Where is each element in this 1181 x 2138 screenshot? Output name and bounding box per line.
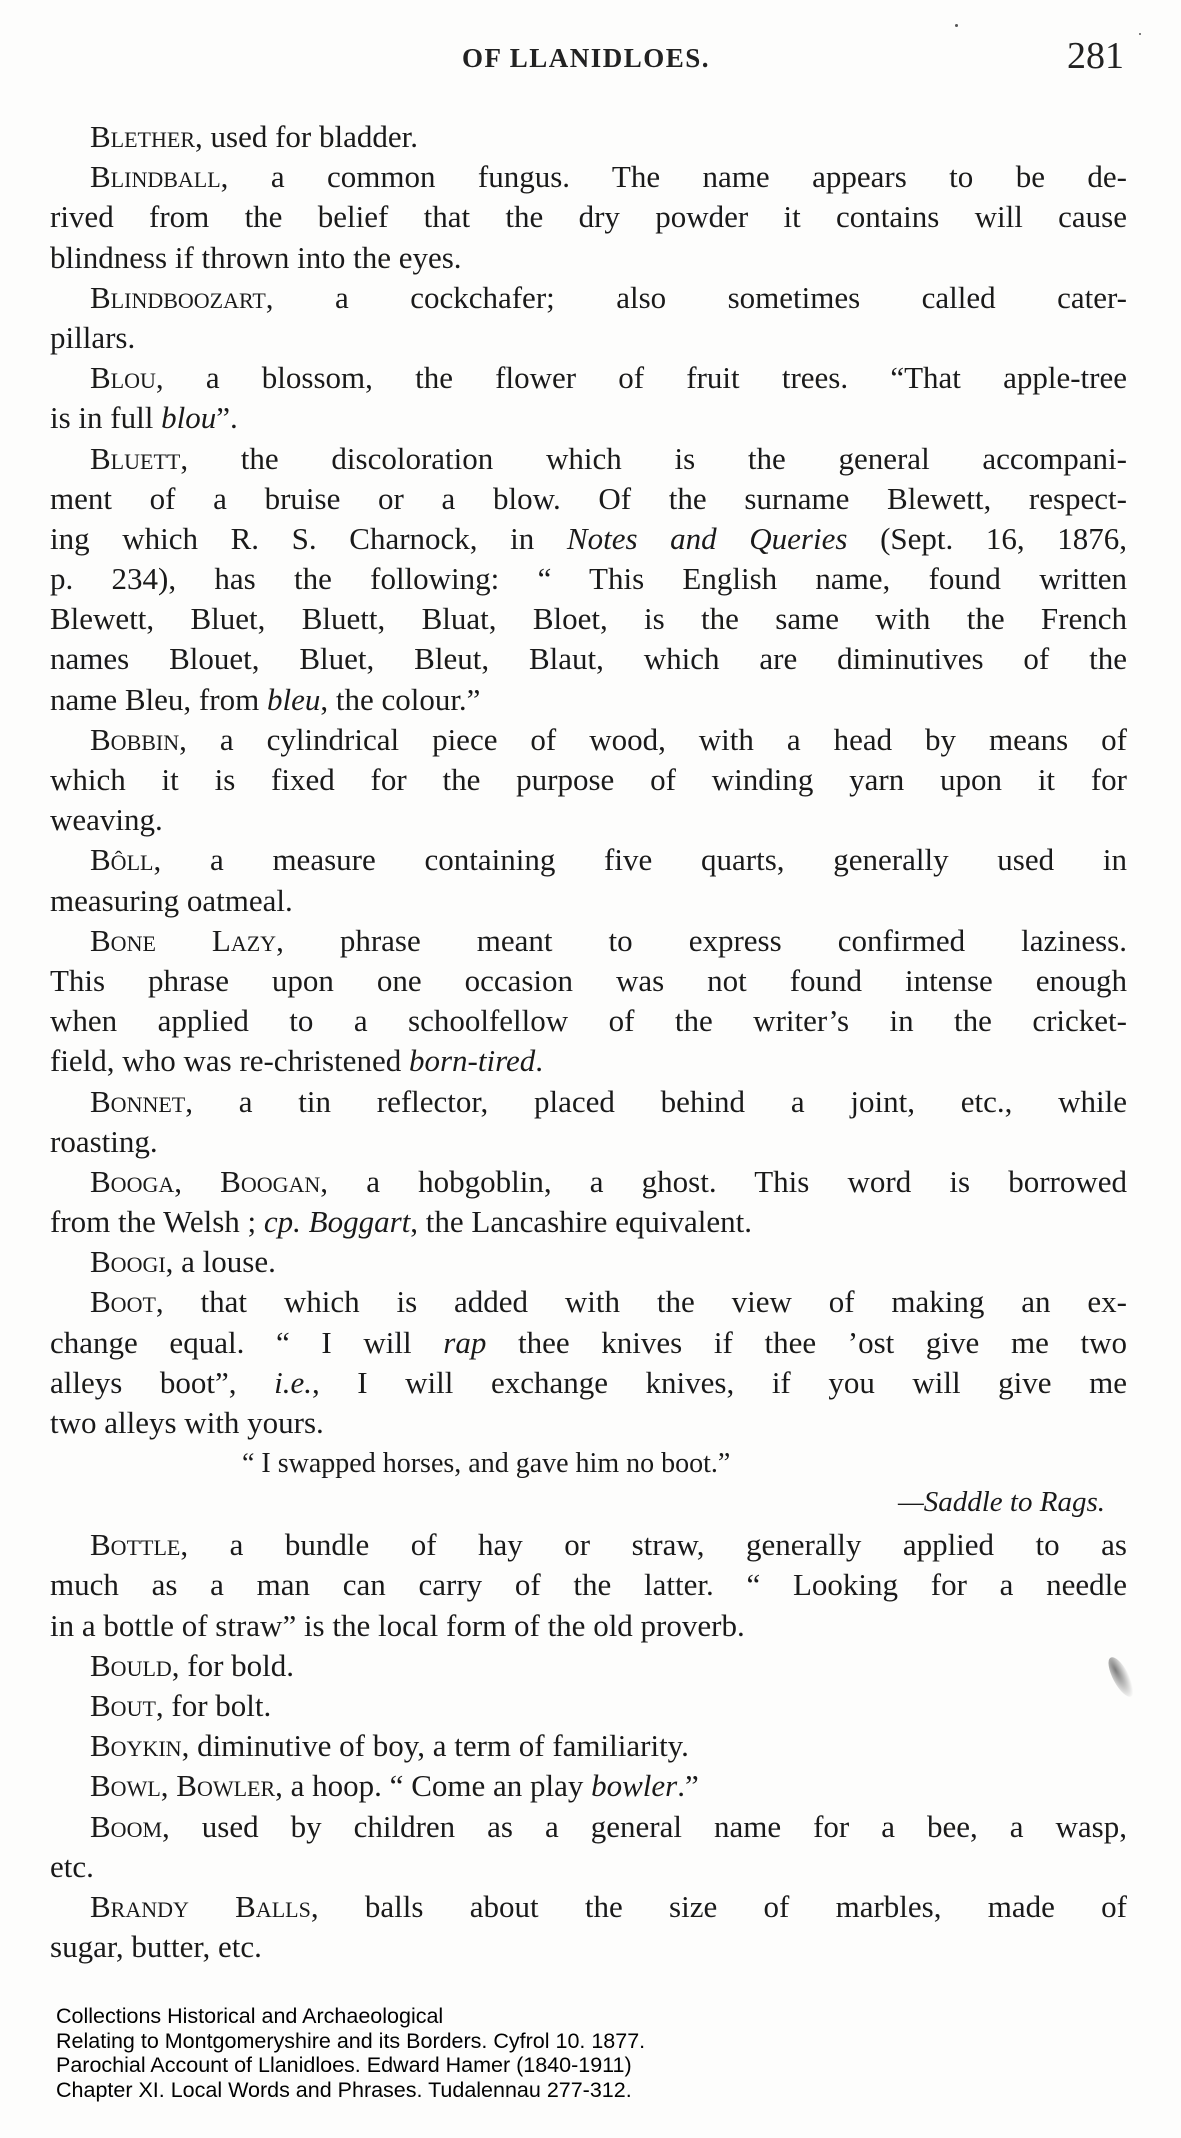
paper-speck bbox=[1139, 33, 1141, 35]
text-segment: , a measure containing five quarts, generally used in bbox=[153, 842, 1127, 878]
headword: Bone Lazy bbox=[90, 922, 277, 958]
text-segment: pillars. bbox=[50, 319, 136, 355]
italic-text: rap bbox=[443, 1324, 487, 1360]
headword: Blether bbox=[90, 119, 195, 154]
text-line bbox=[50, 1565, 1127, 1605]
text-segment: alleys boot”, bbox=[50, 1364, 275, 1400]
text-segment: ing which R. S. Charnock, in bbox=[50, 520, 567, 556]
headword: Boom bbox=[90, 1808, 163, 1844]
text-line bbox=[50, 197, 1127, 237]
text-line bbox=[50, 1242, 1127, 1282]
italic-text: bowler bbox=[591, 1768, 678, 1804]
text-line bbox=[50, 760, 1127, 800]
headword: Bobbin bbox=[90, 721, 180, 757]
text-line bbox=[50, 961, 1127, 1001]
text-segment: , a bundle of hay or straw, generally applied to as bbox=[180, 1527, 1127, 1563]
text-line bbox=[50, 1847, 1127, 1887]
headword: Bout bbox=[90, 1687, 156, 1723]
text-segment: measuring oatmeal. bbox=[50, 882, 293, 918]
citation-line: Relating to Montgomeryshire and its Borders. Cyfrol 10. 1877. bbox=[56, 2028, 646, 2053]
citation-line: Chapter XI. Local Words and Phrases. Tudalennau 277-312. bbox=[56, 2077, 632, 2102]
text-segment: ment of a bruise or a blow. Of the surname Blewett, respect- bbox=[50, 480, 1127, 516]
headword: Blou bbox=[90, 360, 156, 396]
headword: Blindball bbox=[90, 159, 221, 195]
text-line bbox=[50, 1525, 1127, 1565]
text-line bbox=[50, 1041, 1127, 1081]
text-segment: blindness if thrown into the eyes. bbox=[50, 239, 462, 275]
text-segment: weaving. bbox=[50, 802, 163, 838]
text-line bbox=[50, 559, 1127, 599]
text-line bbox=[50, 1323, 1127, 1363]
headword: Booga bbox=[90, 1163, 175, 1199]
text-segment: .” bbox=[677, 1768, 699, 1804]
quotation-attribution bbox=[50, 1483, 1127, 1525]
text-line bbox=[50, 921, 1127, 961]
text-line bbox=[50, 398, 1127, 438]
text-line bbox=[50, 639, 1127, 679]
running-head bbox=[0, 35, 1181, 78]
headword: Boogan bbox=[220, 1163, 321, 1199]
headword: Boogi bbox=[90, 1244, 166, 1280]
text-line bbox=[50, 1363, 1127, 1403]
text-segment: “ I swapped horses, and gave him no boot.” bbox=[242, 1448, 731, 1480]
text-segment: , bbox=[174, 1163, 221, 1199]
headword: Boot bbox=[90, 1284, 156, 1320]
text-line bbox=[50, 881, 1127, 921]
text-segment: name Bleu, from bbox=[50, 681, 267, 717]
text-line bbox=[50, 1646, 1127, 1686]
text-line bbox=[50, 680, 1127, 720]
text-segment: thee knives if thee ’ost give me two bbox=[486, 1324, 1127, 1360]
headword: Bowl bbox=[90, 1768, 161, 1804]
text-segment: , a hobgoblin, a ghost. This word is borrowed bbox=[320, 1163, 1128, 1199]
source-citation bbox=[56, 2004, 1056, 2102]
quotation-line bbox=[50, 1445, 1127, 1483]
text-segment: , for bolt. bbox=[155, 1687, 272, 1723]
text-segment: —Saddle to Rags. bbox=[897, 1486, 1105, 1519]
text-line bbox=[50, 720, 1127, 760]
text-segment: , the colour.” bbox=[320, 681, 481, 717]
text-line bbox=[50, 1282, 1127, 1322]
text-segment: , diminutive of boy, a term of familiarity. bbox=[181, 1728, 689, 1764]
text-segment: sugar, butter, etc. bbox=[50, 1929, 262, 1965]
text-segment: when applied to a schoolfellow of the writer’s in the cricket- bbox=[50, 1003, 1127, 1039]
text-segment: , used for bladder. bbox=[195, 119, 418, 154]
text-segment: roasting. bbox=[50, 1123, 158, 1159]
paper-speck bbox=[955, 24, 958, 27]
text-segment: etc. bbox=[50, 1848, 94, 1884]
headword: Bôll bbox=[90, 842, 154, 878]
text-line bbox=[50, 278, 1127, 318]
text-segment: , for bold. bbox=[171, 1647, 295, 1683]
text-segment: , a blossom, the flower of fruit trees. “That apple-tree bbox=[155, 360, 1127, 396]
text-line bbox=[50, 1686, 1127, 1726]
text-line bbox=[50, 1927, 1127, 1967]
italic-text: i.e. bbox=[274, 1364, 312, 1400]
text-line bbox=[50, 358, 1127, 398]
italic-text: born-tired bbox=[408, 1043, 536, 1079]
text-segment: , used by children as a general name for a bee, a wasp, bbox=[162, 1808, 1127, 1844]
text-line bbox=[50, 519, 1127, 559]
running-title: OF LLANIDLOES. bbox=[461, 43, 711, 73]
text-segment: which it is fixed for the purpose of winding yarn upon it for bbox=[50, 762, 1127, 797]
text-segment: , that which is added with the view of making an ex- bbox=[155, 1284, 1127, 1320]
headword: Blindboozart bbox=[90, 279, 266, 315]
text-segment: This phrase upon one occasion was not found intense enough bbox=[50, 962, 1127, 998]
headword: Bowler bbox=[176, 1768, 276, 1804]
text-line bbox=[50, 1001, 1127, 1041]
citation-line: Parochial Account of Llanidloes. Edward Hamer (1840-1911) bbox=[56, 2053, 632, 2077]
italic-text: bleu bbox=[266, 681, 321, 717]
text-line bbox=[50, 157, 1127, 197]
text-segment: , balls about the size of marbles, made of bbox=[310, 1888, 1127, 1924]
text-line bbox=[50, 117, 1127, 157]
text-line bbox=[50, 1766, 1127, 1806]
text-segment: change equal. “ I will bbox=[50, 1324, 444, 1360]
text-line bbox=[50, 840, 1127, 880]
text-segment: , the Lancashire equivalent. bbox=[410, 1204, 752, 1240]
italic-text: blou bbox=[161, 400, 217, 436]
text-segment: Blewett, Bluet, Bluett, Bluat, Bloet, is the same with the French bbox=[50, 601, 1127, 637]
text-line bbox=[50, 479, 1127, 519]
text-segment: much as a man can carry of the latter. “ Looking for a needle bbox=[50, 1567, 1127, 1603]
headword: Bould bbox=[90, 1647, 172, 1683]
text-segment: in a bottle of straw” is the local form of the old proverb. bbox=[50, 1607, 745, 1643]
text-line bbox=[50, 800, 1127, 840]
text-segment: , bbox=[160, 1768, 177, 1804]
glossary-body bbox=[50, 117, 1127, 1967]
headword: Boykin bbox=[90, 1728, 182, 1764]
text-line bbox=[50, 238, 1127, 278]
text-line bbox=[50, 1082, 1127, 1122]
text-segment: , a cylindrical piece of wood, with a head by means of bbox=[179, 721, 1127, 757]
text-line bbox=[50, 599, 1127, 639]
text-segment: , I will exchange knives, if you will give me bbox=[311, 1364, 1127, 1400]
text-segment: , the discoloration which is the general accompani- bbox=[180, 440, 1127, 476]
text-segment: (Sept. 16, 1876, bbox=[847, 520, 1127, 556]
text-segment: two alleys with yours. bbox=[50, 1405, 324, 1440]
text-segment: field, who was re-christened bbox=[50, 1043, 409, 1079]
text-line bbox=[50, 439, 1127, 479]
text-line bbox=[50, 1122, 1127, 1162]
text-line bbox=[50, 1807, 1127, 1847]
text-segment: , a tin reflector, placed behind a joint, etc., while bbox=[185, 1083, 1127, 1119]
text-line bbox=[50, 1726, 1127, 1766]
text-segment: p. 234), has the following: “ This English name, found written bbox=[50, 561, 1127, 597]
text-segment: , a louse. bbox=[165, 1244, 276, 1280]
text-segment: , a hoop. “ Come an play bbox=[275, 1768, 592, 1804]
text-segment: , a cockchafer; also sometimes called cater- bbox=[265, 279, 1127, 315]
text-segment: names Blouet, Bluet, Bleut, Blaut, which are diminutives of the bbox=[50, 641, 1127, 677]
italic-text: Notes and Queries bbox=[566, 520, 848, 556]
text-line bbox=[50, 1202, 1127, 1242]
headword: Bluett bbox=[90, 440, 181, 476]
italic-text: cp. Boggart bbox=[263, 1204, 411, 1240]
text-segment: . bbox=[535, 1043, 543, 1079]
headword: Brandy Balls bbox=[90, 1888, 311, 1924]
text-segment: rived from the belief that the dry powder it contains will cause bbox=[50, 199, 1127, 235]
headword: Bottle bbox=[90, 1527, 181, 1563]
text-segment: from the Welsh ; bbox=[50, 1204, 264, 1240]
text-segment: , a common fungus. The name appears to be de- bbox=[220, 159, 1127, 195]
text-line bbox=[50, 1403, 1127, 1443]
page-number: 281 bbox=[1067, 35, 1124, 77]
text-line bbox=[50, 1162, 1127, 1202]
text-segment: , phrase meant to express confirmed laziness. bbox=[276, 922, 1127, 958]
text-segment: is in full bbox=[50, 400, 162, 436]
headword: Bonnet bbox=[90, 1083, 186, 1119]
text-segment: ”. bbox=[216, 400, 238, 436]
text-line bbox=[50, 1606, 1127, 1646]
citation-line: Collections Historical and Archaeological bbox=[56, 2004, 444, 2028]
text-line bbox=[50, 1887, 1127, 1927]
text-line bbox=[50, 318, 1127, 358]
